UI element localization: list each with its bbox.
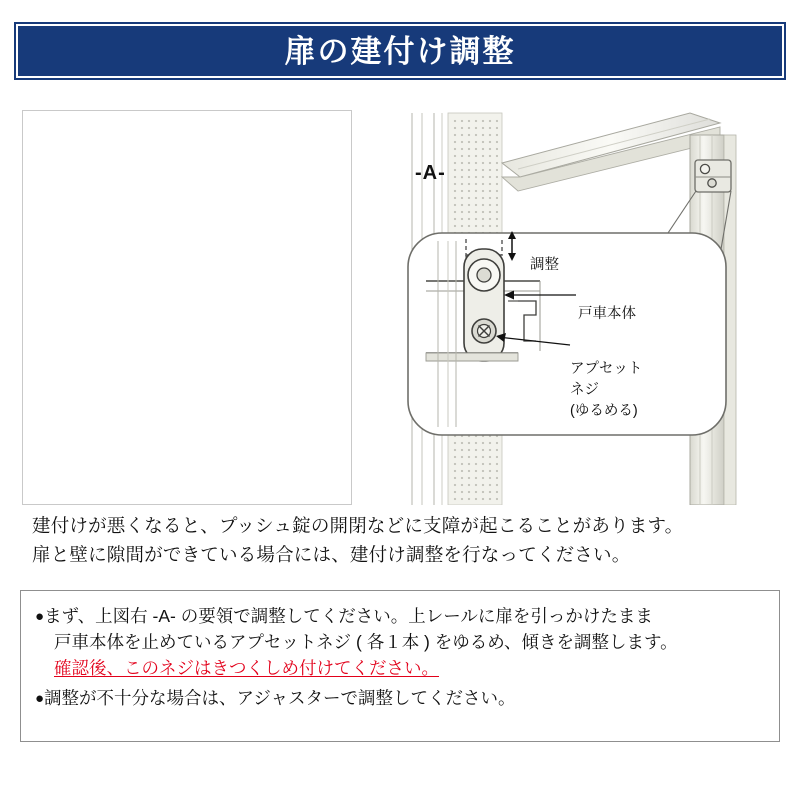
page-title-banner (14, 22, 786, 80)
paragraph-line-1: 建付けが悪くなると、プッシュ錠の開閉などに支障が起こることがあります。 (32, 515, 684, 536)
bullet-dot-icon: ● (35, 608, 45, 625)
notes-list (35, 604, 767, 716)
callout-upset-screw-line2: ネジ (570, 382, 599, 398)
paragraph-line-2: 扉と壁に隙間ができている場合には、建付け調整を行なってください。 (32, 543, 631, 565)
callout-upset-screw-line3: (ゆるめる) (570, 403, 638, 419)
callout-roller-body: 戸車本体 (578, 306, 636, 322)
detail-label-a: -A- (415, 162, 446, 184)
page-title: 扉の建付け調整 (284, 33, 516, 69)
callout-upset-screw-line1: アプセット (570, 361, 643, 377)
storage-shed-illustration (22, 110, 352, 505)
list-item (35, 686, 767, 712)
list-item (35, 604, 767, 682)
note-1-line-1: まず、上図右 -A- の要領で調整してください。上レールに扉を引っかけたまま (44, 606, 653, 626)
roller-assembly-small (695, 160, 731, 192)
bullet-dot-icon: ● (35, 689, 45, 707)
note-1-line-3-highlighted: 確認後、このネジはきつくしめ付けてください。 (54, 657, 439, 678)
callout-adjust: 調整 (530, 257, 559, 273)
illustration-frame (22, 110, 352, 505)
note-1-line-2: 戸車本体を止めているアプセットネジ ( 各１本 ) をゆるめ、傾きを調整します。 (54, 631, 678, 652)
note-2-line-1: 調整が不十分な場合は、アジャスターで調整してください。 (44, 687, 516, 708)
body-paragraph (32, 512, 772, 569)
page-title-banner-inner (16, 24, 784, 78)
notes-box (20, 590, 780, 742)
